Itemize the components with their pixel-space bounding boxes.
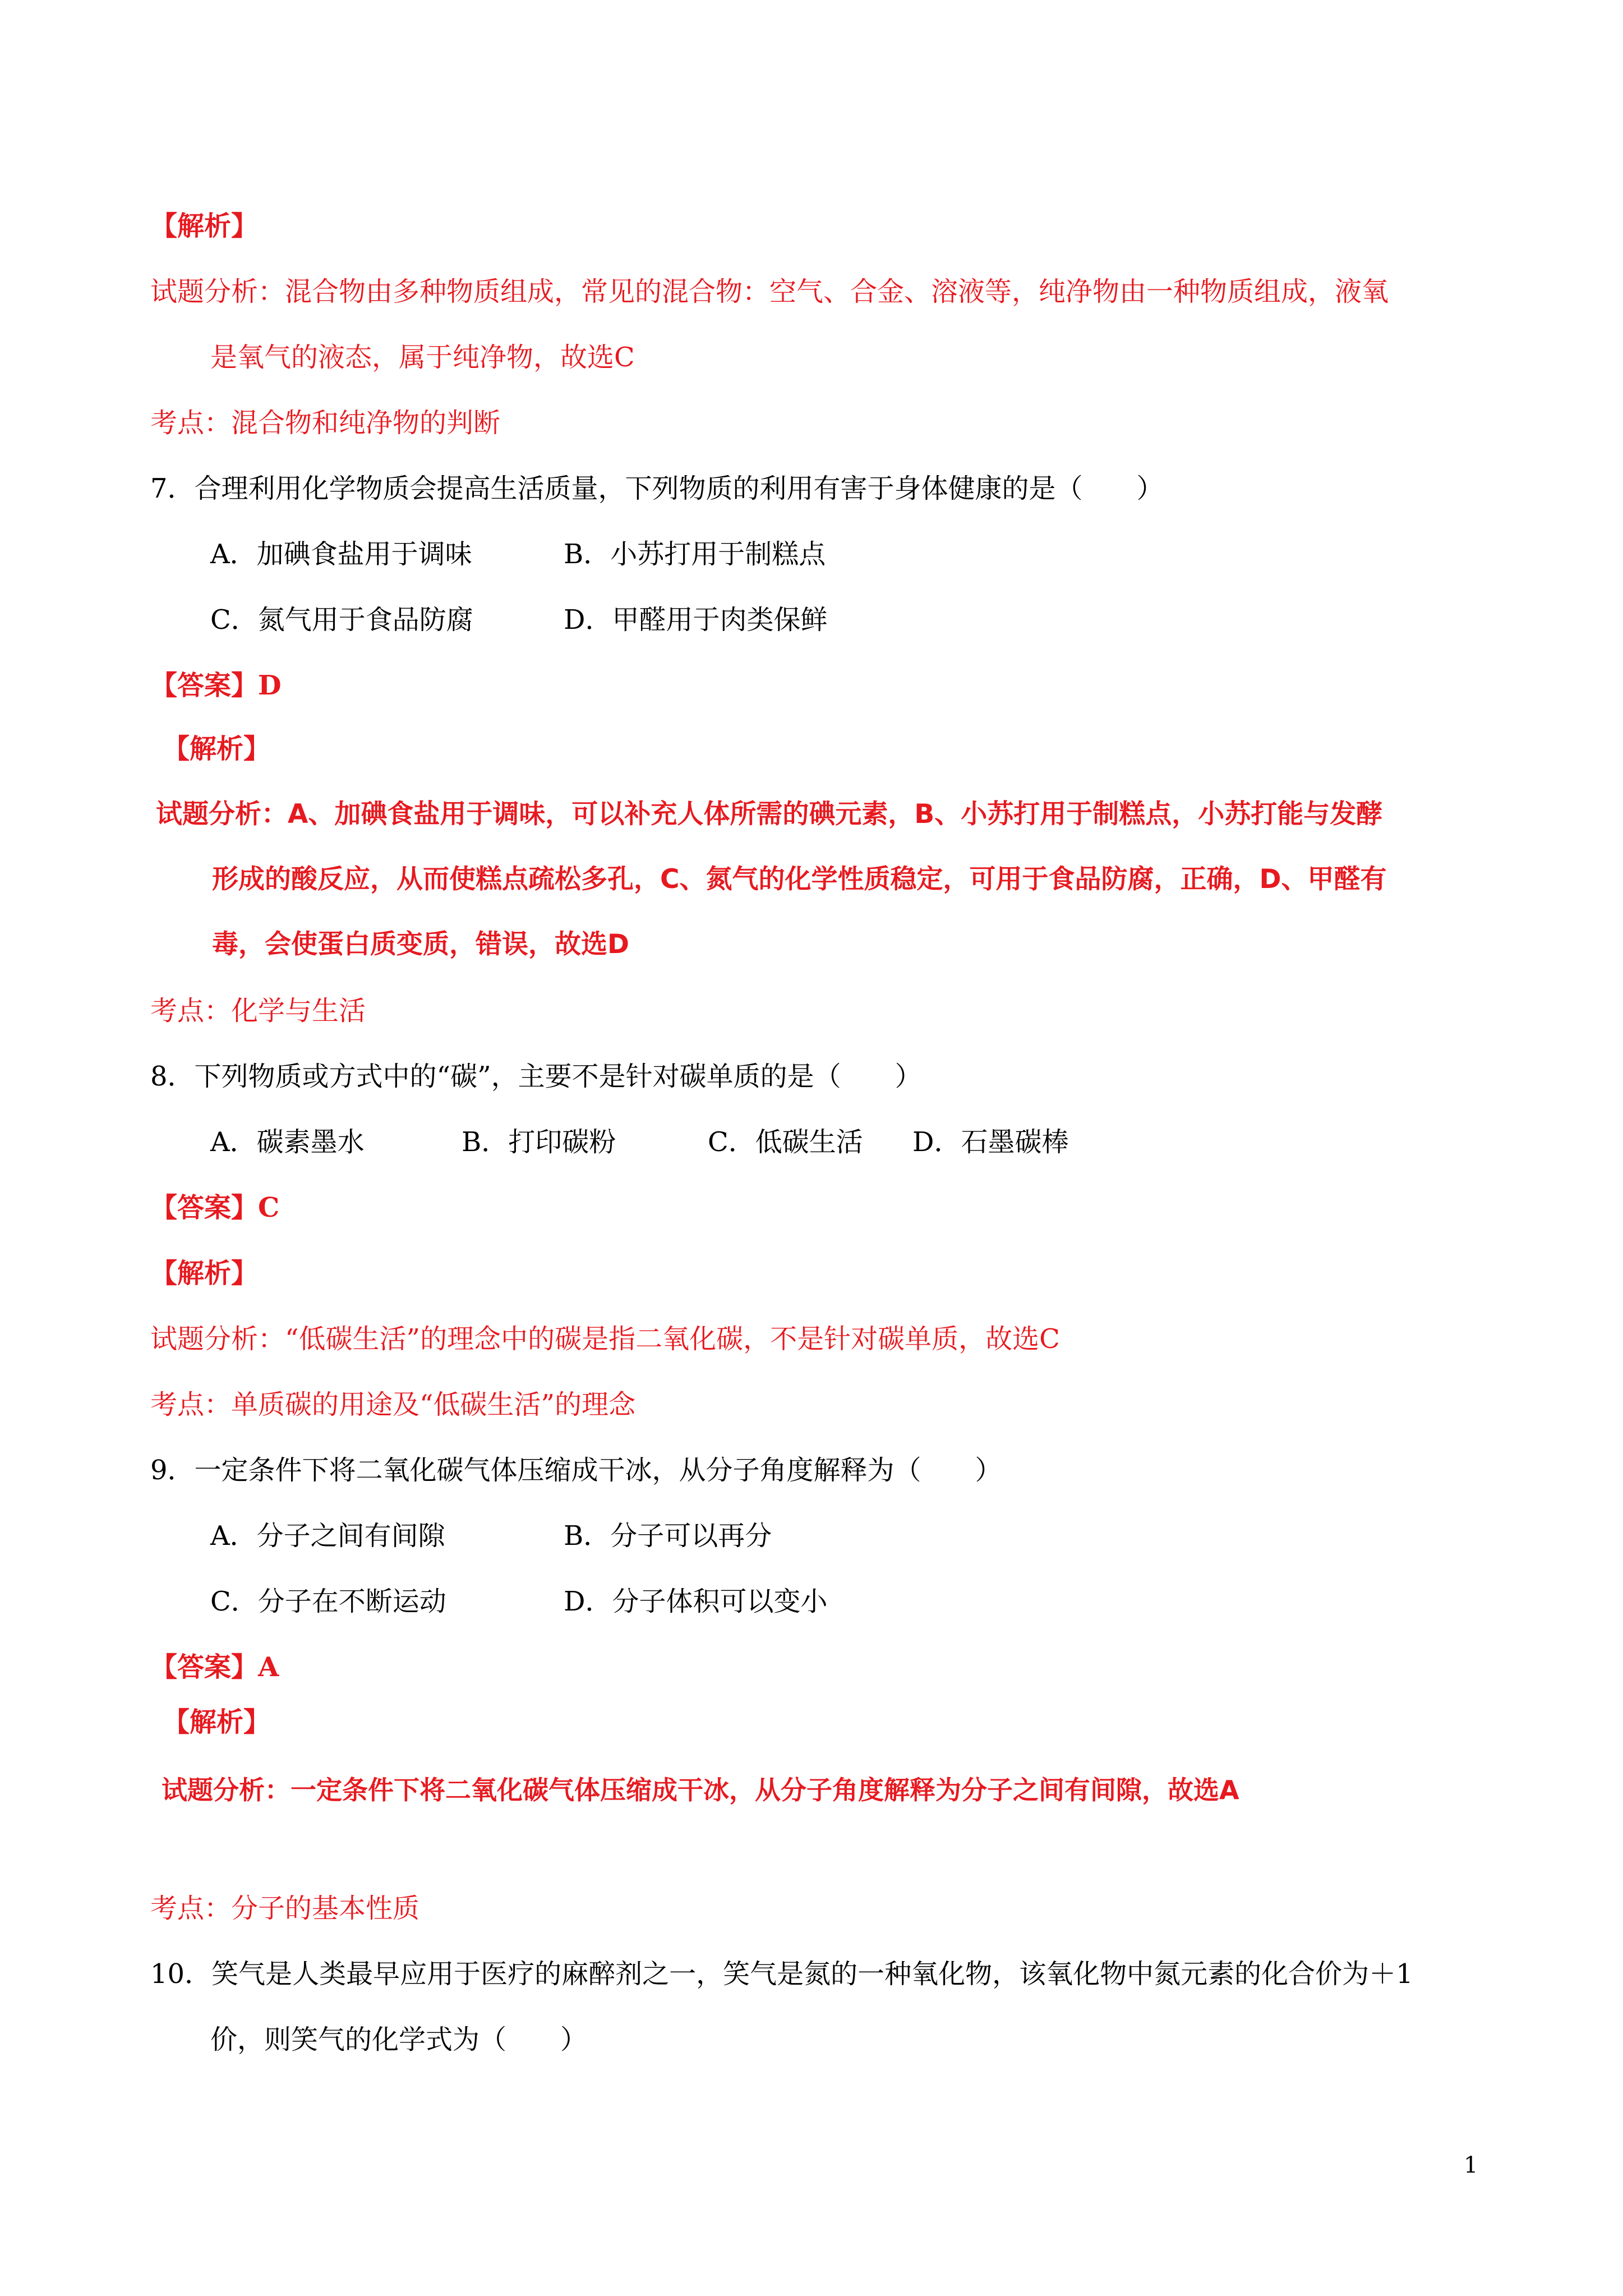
kaodian-text: 考点：单质碳的用途及“低碳生活”的理念	[150, 1389, 636, 1420]
option-b: B．小苏打用于制糕点	[564, 539, 826, 570]
page-number: 1	[1464, 2152, 1478, 2178]
option-b: B．打印碳粉	[462, 1126, 616, 1158]
analysis-text: 是氧气的液态，属于纯净物，故选C	[210, 342, 635, 373]
analysis-text: 毒，会使蛋白质变质，错误，故选D	[212, 929, 630, 960]
option-c: C．低碳生活	[708, 1126, 863, 1158]
jiexi-heading: 【解析】	[150, 210, 259, 242]
option-c: C．分子在不断运动	[210, 1586, 446, 1617]
option-b: B．分子可以再分	[564, 1520, 772, 1552]
question-stem: 9．一定条件下将二氧化碳气体压缩成干冰，从分子角度解释为（ ）	[150, 1455, 1002, 1486]
analysis-text: 试题分析：混合物由多种物质组成，常见的混合物：空气、合金、溶液等，纯净物由一种物质组成，液氧	[150, 276, 1389, 307]
answer-label: 【答案】C	[150, 1192, 280, 1223]
answer-label: 【答案】D	[150, 670, 282, 701]
option-c: C．氮气用于食品防腐	[210, 604, 473, 636]
option-d: D．石墨碳棒	[912, 1126, 1069, 1158]
option-a: A．加碘食盐用于调味	[210, 539, 472, 570]
kaodian-text: 考点：混合物和纯净物的判断	[150, 407, 501, 439]
option-a: A．碳素墨水	[210, 1126, 365, 1158]
option-d: D．分子体积可以变小	[564, 1586, 828, 1617]
question-stem: 10．笑气是人类最早应用于医疗的麻醉剂之一，笑气是氮的一种氧化物，该氧化物中氮元素的化合价为＋1	[150, 1958, 1413, 1990]
analysis-text: 试题分析：“低碳生活”的理念中的碳是指二氧化碳，不是针对碳单质，故选C	[150, 1323, 1060, 1355]
jiexi-heading: 【解析】	[150, 1258, 259, 1289]
kaodian-text: 考点：分子的基本性质	[150, 1893, 420, 1924]
question-stem: 7．合理利用化学物质会提高生活质量，下列物质的利用有害于身体健康的是（ ）	[150, 473, 1164, 504]
question-stem: 8．下列物质或方式中的“碳”，主要不是针对碳单质的是（ ）	[150, 1061, 922, 1092]
analysis-text: 试题分析：一定条件下将二氧化碳气体压缩成干冰，从分子角度解释为分子之间有间隙，故选A	[162, 1775, 1239, 1805]
analysis-text: 形成的酸反应，从而使糕点疏松多孔，C、氮气的化学性质稳定，可用于食品防腐，正确，D、甲醛有	[212, 864, 1387, 895]
kaodian-text: 考点：化学与生活	[150, 995, 366, 1027]
option-d: D．甲醛用于肉类保鲜	[564, 604, 828, 636]
jiexi-heading: 【解析】	[163, 1706, 271, 1738]
analysis-text: 试题分析：A、加碘食盐用于调味，可以补充人体所需的碘元素，B、小苏打用于制糕点，小苏打能与发酵	[156, 799, 1383, 830]
question-stem: 价，则笑气的化学式为（ ）	[210, 2024, 588, 2055]
answer-label: 【答案】A	[150, 1651, 279, 1683]
jiexi-heading: 【解析】	[163, 733, 271, 765]
option-a: A．分子之间有间隙	[210, 1520, 445, 1552]
